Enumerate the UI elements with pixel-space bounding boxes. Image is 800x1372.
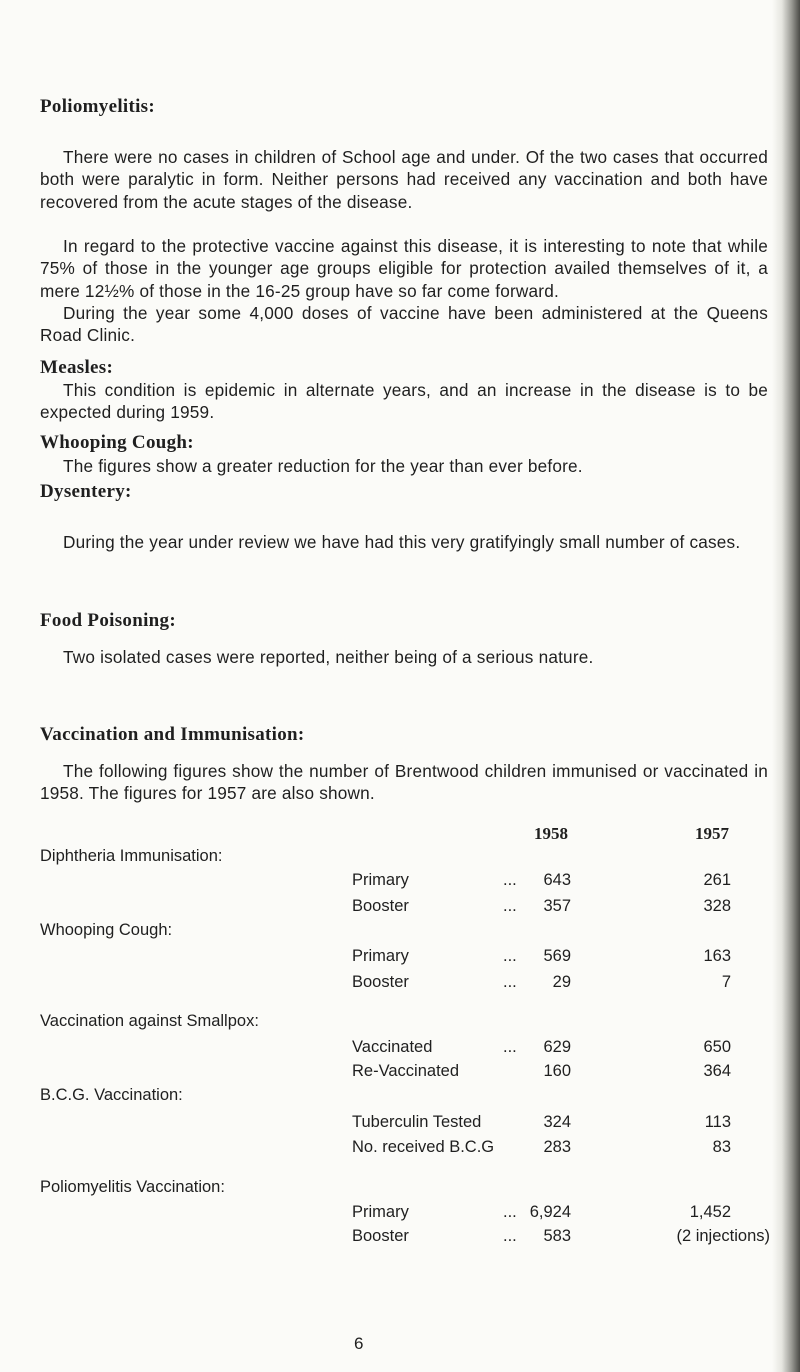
whooping-cough-paragraph: The figures show a greater reduction for the year than ever before. <box>63 456 583 476</box>
table-row: Booster ... 583 (2 injections) <box>352 1227 770 1245</box>
polio-paragraph-2: In regard to the protective vaccine against this disease, it is interesting to note that while 75% of those in the younger age groups eligible for protection availed themselves of it, a mere 12½% of those in the 16-25 group have so far come forward. <box>40 236 768 301</box>
heading-poliomyelitis: Poliomyelitis: <box>40 96 156 117</box>
heading-vaccination-immunisation: Vaccination and Immunisation: <box>40 724 305 745</box>
scan-page-edge <box>772 0 800 1372</box>
heading-dysentery: Dysentery: <box>40 481 132 502</box>
column-header-1957: 1957 <box>695 824 729 843</box>
table-group-label: Whooping Cough: <box>40 921 173 939</box>
page-number: 6 <box>354 1334 364 1353</box>
table-row: Primary ... 569 163 <box>352 947 731 965</box>
heading-whooping-cough: Whooping Cough: <box>40 432 194 453</box>
vaccination-intro-paragraph: The following figures show the number of Brentwood children immunised or vaccinated in 1958. The figures for 1957 are also shown. <box>40 761 768 804</box>
table-row: Re-Vaccinated 160 364 <box>352 1062 731 1080</box>
table-row: No. received B.C.G 283 83 <box>352 1138 731 1156</box>
polio-paragraph-1: There were no cases in children of School age and under. Of the two cases that occurred both were paralytic in form. Neither persons had received any vaccination and both have recovered from the acute stages of the disease. <box>40 147 768 212</box>
table-row: Vaccinated ... 629 650 <box>352 1038 731 1056</box>
table-row: Booster ... 29 7 <box>352 973 731 991</box>
table-group-label: B.C.G. Vaccination: <box>40 1086 183 1104</box>
heading-measles: Measles: <box>40 357 114 378</box>
dysentery-paragraph: During the year under review we have had this very gratifyingly small number of cases. <box>63 532 741 552</box>
table-row: Booster ... 357 328 <box>352 897 731 915</box>
column-header-1958: 1958 <box>534 824 568 843</box>
table-group-label: Vaccination against Smallpox: <box>40 1012 259 1030</box>
table-group-label: Poliomyelitis Vaccination: <box>40 1178 225 1196</box>
table-row: Tuberculin Tested 324 113 <box>352 1113 731 1131</box>
heading-food-poisoning: Food Poisoning: <box>40 610 176 631</box>
table-row: Primary ... 6,924 1,452 <box>352 1203 731 1221</box>
measles-paragraph: This condition is epidemic in alternate years, and an increase in the disease is to be expected during 1959. <box>40 380 768 423</box>
food-poisoning-paragraph: Two isolated cases were reported, neither being of a serious nature. <box>63 647 594 667</box>
polio-paragraph-3: During the year some 4,000 doses of vaccine have been administered at the Queens Road Clinic. <box>40 303 768 346</box>
table-row: Primary ... 643 261 <box>352 871 731 889</box>
table-group-label: Diphtheria Immunisation: <box>40 847 223 865</box>
